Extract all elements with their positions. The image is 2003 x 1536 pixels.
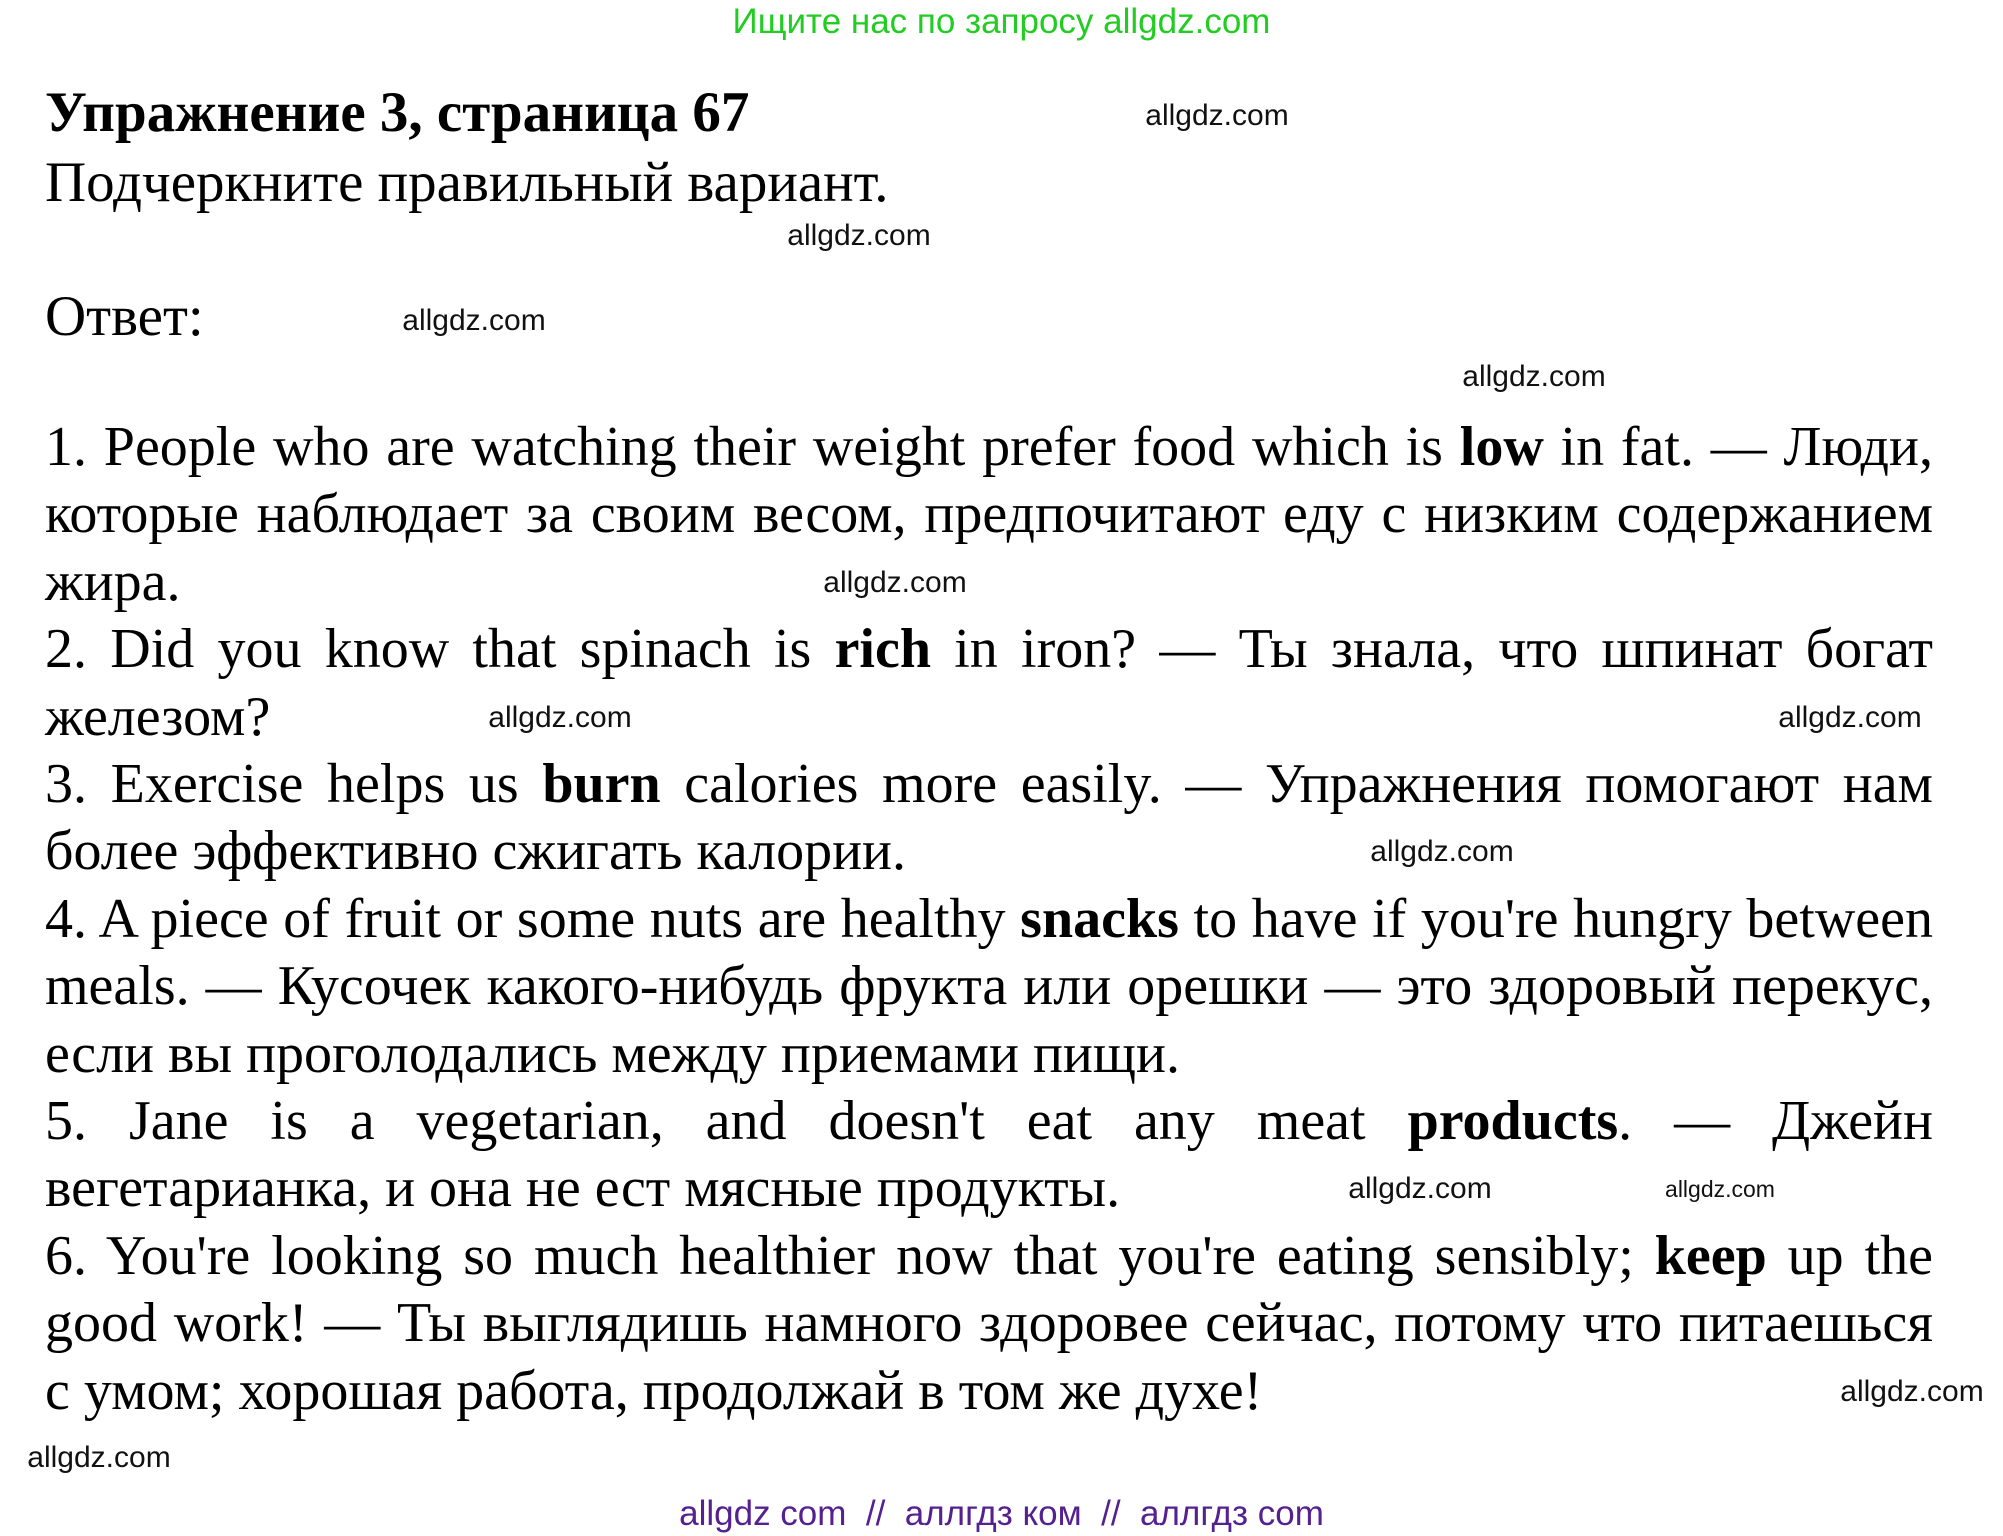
watermark: allgdz.com bbox=[1840, 1375, 1984, 1408]
answer-word: burn bbox=[542, 753, 661, 816]
item-text: up the good work! — Ты выглядишь намного здоровее сейчас, потому что питаешься с умом; хорошая работа, продолжай в том же духе! bbox=[45, 1224, 1933, 1422]
item-text: 1. People who are watching their weight prefer food which is bbox=[45, 416, 1460, 478]
search-banner: Ищите нас по запросу allgdz.com bbox=[732, 2, 1271, 41]
answer-label: Ответ: bbox=[45, 285, 204, 348]
exercise-title: Упражнение 3, страница 67 bbox=[45, 81, 750, 144]
answer-item bbox=[45, 1223, 1933, 1425]
watermark: allgdz.com bbox=[1145, 99, 1289, 132]
item-text: to have if you're hungry between meals. — Кусочек какого-нибудь фрукта или орешки — это здоровый перекус, если вы проголодались между приемами пищи. bbox=[45, 887, 1933, 1085]
answer-word: rich bbox=[834, 618, 931, 681]
item-text: 6. You're looking so much healthier now that you're eating sensibly; bbox=[45, 1224, 1655, 1287]
answer-list bbox=[45, 414, 1933, 1425]
answer-item bbox=[45, 1088, 1933, 1223]
watermark: allgdz.com bbox=[488, 701, 632, 734]
answer-item bbox=[45, 886, 1933, 1088]
answer-word: keep bbox=[1654, 1224, 1767, 1287]
watermark: allgdz.com bbox=[1348, 1172, 1492, 1205]
item-text: in fat. — Люди, которые наблюдает за своим весом, предпочитают еду с низким содержанием жира. bbox=[45, 416, 1933, 613]
item-text: 2. Did you know that spinach is bbox=[45, 618, 835, 681]
watermark: allgdz.com bbox=[1462, 360, 1606, 393]
answer-word: products bbox=[1407, 1090, 1619, 1153]
watermark: allgdz.com bbox=[787, 219, 931, 252]
exercise-instruction: Подчеркните правильный вариант. bbox=[45, 151, 889, 214]
watermark: allgdz.com bbox=[823, 566, 967, 599]
answer-item bbox=[45, 751, 1933, 886]
item-text: 3. Exercise helps us bbox=[45, 753, 543, 816]
watermark: allgdz.com bbox=[402, 304, 546, 337]
footer-links: allgdz com // аллгдз ком // аллгдз com bbox=[679, 1494, 1324, 1533]
watermark: allgdz.com bbox=[27, 1441, 171, 1474]
item-text: . — Джейн вегетарианка, и она не ест мясные продукты. bbox=[45, 1090, 1933, 1220]
answer-word: snacks bbox=[1020, 887, 1179, 950]
item-text: 5. Jane is a vegetarian, and doesn't eat any meat bbox=[45, 1090, 1408, 1153]
watermark: allgdz.com bbox=[1778, 701, 1922, 734]
item-text: 4. A piece of fruit or some nuts are healthy bbox=[45, 887, 1021, 950]
answer-item bbox=[45, 616, 1933, 751]
item-text: in iron? — Ты знала, что шпинат богат железом? bbox=[45, 618, 1934, 748]
answer-word: low bbox=[1459, 416, 1544, 478]
answer-item bbox=[45, 414, 1933, 616]
watermark: allgdz.com bbox=[1665, 1176, 1775, 1202]
item-text: calories more easily. — Упражнения помогают нам более эффективно сжигать калории. bbox=[45, 753, 1933, 883]
watermark: allgdz.com bbox=[1370, 835, 1514, 868]
